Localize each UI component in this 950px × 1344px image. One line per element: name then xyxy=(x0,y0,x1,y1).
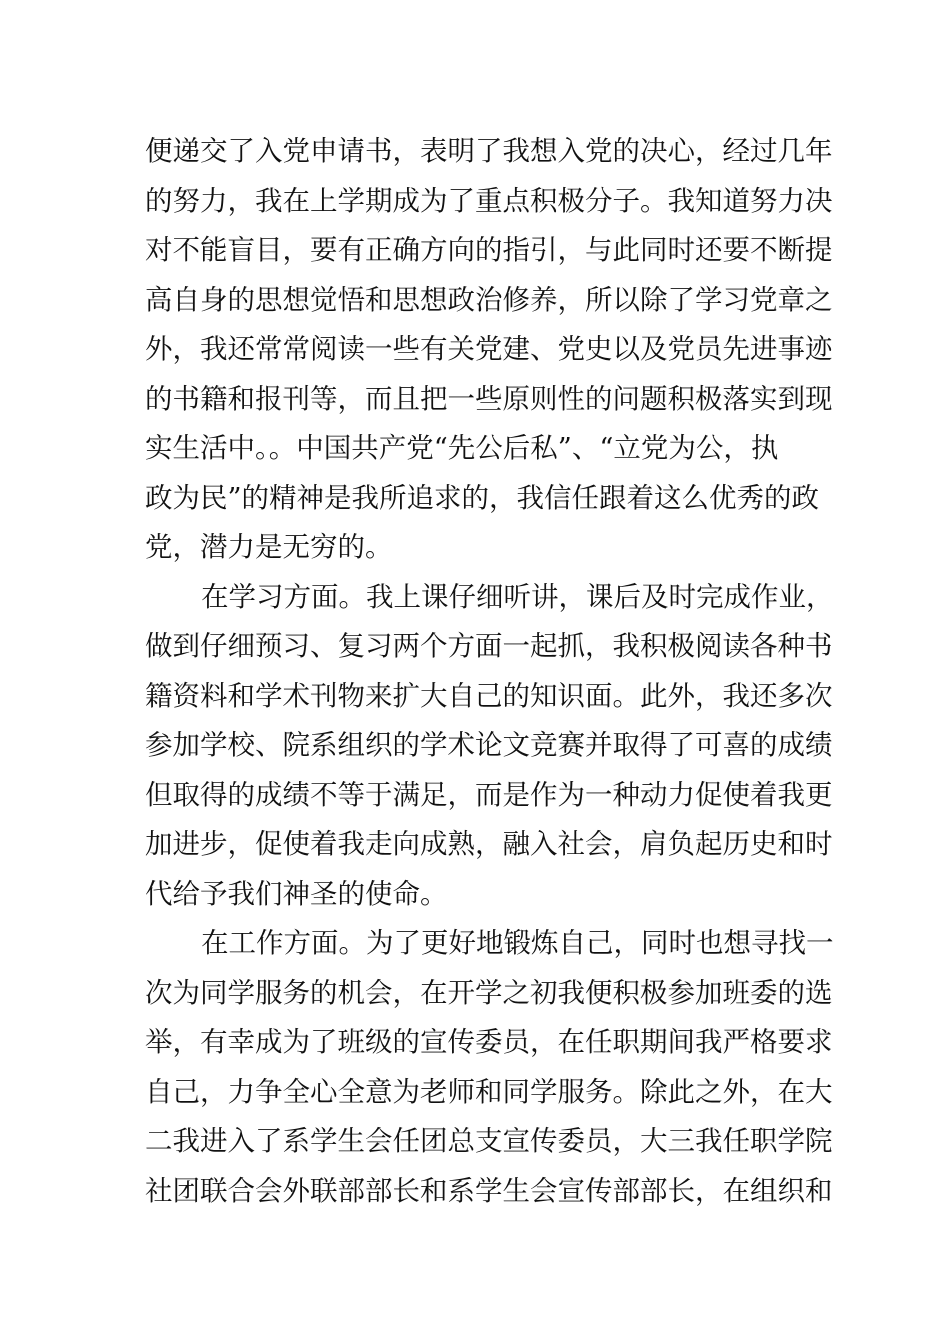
text-line: 社团联合会外联部部长和系学生会宣传部部长，在组织和 xyxy=(145,1174,833,1207)
text-line: 对不能盲目，要有正确方向的指引，与此同时还要不断提 xyxy=(145,234,833,266)
text-line: 自己，力争全心全意为老师和同学服务。除此之外，在大 xyxy=(145,1075,833,1108)
text-line: 参加学校、院系组织的学术论文竞赛并取得了可喜的成绩 xyxy=(145,729,833,761)
text-line: 高自身的思想觉悟和思想政治修养，所以除了学习党章之 xyxy=(145,283,833,316)
text-line: 代给予我们神圣的使命。 xyxy=(145,877,448,910)
text-line: 做到仔细预习、复习两个方面一起抓，我积极阅读各种书 xyxy=(145,630,833,662)
text-line: 的努力，我在上学期成为了重点积极分子。我知道努力决 xyxy=(145,184,833,217)
text-line: 加进步，促使着我走向成熟，融入社会，肩负起历史和时 xyxy=(145,828,833,860)
text-line: 的书籍和报刊等，而且把一些原则性的问题积极落实到现 xyxy=(145,382,833,415)
text-line: 政为民”的精神是我所追求的，我信任跟着这么优秀的政 xyxy=(145,481,820,514)
text-line: 但取得的成绩不等于满足，而是作为一种动力促使着我更 xyxy=(145,778,833,811)
text-line: 举，有幸成为了班级的宣传委员，在任职期间我严格要求 xyxy=(145,1026,833,1058)
text-line: 外，我还常常阅读一些有关党建、党史以及党员先进事迹 xyxy=(145,333,833,365)
text-line: 便递交了入党申请书，表明了我想入党的决心，经过几年 xyxy=(145,135,833,167)
paragraph-start-line: 在工作方面。为了更好地锻炼自己，同时也想寻找一 xyxy=(201,927,834,959)
text-line: 次为同学服务的机会，在开学之初我便积极参加班委的选 xyxy=(145,976,833,1009)
paragraph-start-line: 在学习方面。我上课仔细听讲，课后及时完成作业， xyxy=(201,580,834,613)
text-line: 实生活中。。中国共产党“先公后私”、“立党为公，执 xyxy=(145,432,779,464)
text-line: 籍资料和学术刊物来扩大自己的知识面。此外，我还多次 xyxy=(145,679,833,712)
text-line: 党，潜力是无穷的。 xyxy=(145,531,393,563)
text-line: 二我进入了系学生会任团总支宣传委员，大三我任职学院 xyxy=(145,1125,833,1157)
body-text xyxy=(145,127,834,1216)
